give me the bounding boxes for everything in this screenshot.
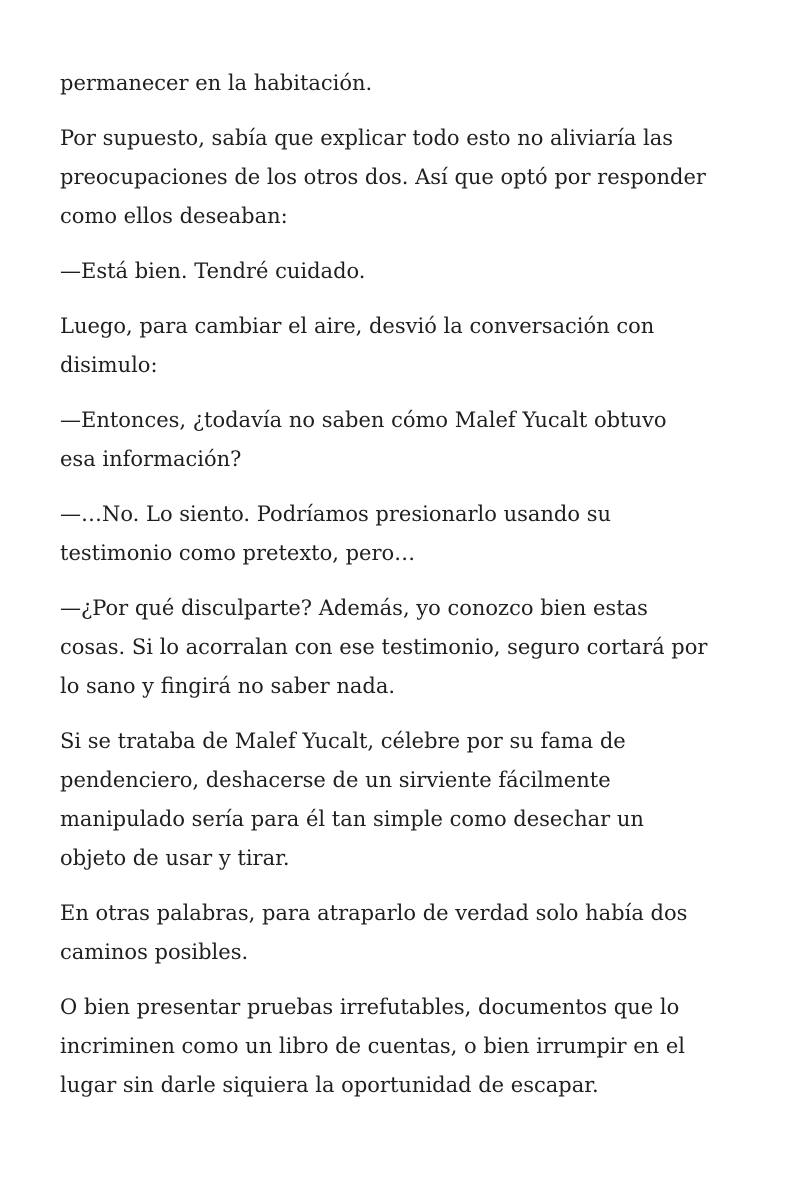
- paragraph: [60, 495, 760, 573]
- paragraph: [60, 64, 760, 103]
- text-line: esa información?: [60, 447, 242, 471]
- paragraph: [60, 119, 760, 236]
- reading-page: [60, 64, 760, 1121]
- paragraph: [60, 722, 760, 878]
- paragraph: [60, 401, 760, 479]
- text-line: caminos posibles.: [60, 940, 249, 964]
- paragraph: [60, 307, 760, 385]
- text-line: como ellos deseaban:: [60, 204, 288, 228]
- text-line: permanecer en la habitación.: [60, 71, 373, 95]
- text-line: —¿Por qué disculparte? Además, yo conozco bien estas: [60, 596, 648, 620]
- text-line: preocupaciones de los otros dos. Así que optó por responder: [60, 165, 706, 189]
- text-line: lo sano y fingirá no saber nada.: [60, 674, 396, 698]
- paragraph: [60, 252, 760, 291]
- text-line: Luego, para cambiar el aire, desvió la conversación con: [60, 314, 655, 338]
- text-line: disimulo:: [60, 353, 158, 377]
- text-line: Por supuesto, sabía que explicar todo esto no aliviaría las: [60, 126, 674, 150]
- text-line: lugar sin darle siquiera la oportunidad de escapar.: [60, 1073, 599, 1097]
- text-line: cosas. Si lo acorralan con ese testimonio, seguro cortará por: [60, 635, 708, 659]
- paragraph: [60, 988, 760, 1105]
- text-line: testimonio como pretexto, pero…: [60, 541, 416, 565]
- text-line: Si se trataba de Malef Yucalt, célebre por su fama de: [60, 729, 626, 753]
- text-line: objeto de usar y tirar.: [60, 846, 290, 870]
- paragraph: [60, 589, 760, 706]
- text-line: —Entonces, ¿todavía no saben cómo Malef Yucalt obtuvo: [60, 408, 667, 432]
- text-line: —…No. Lo siento. Podríamos presionarlo usando su: [60, 502, 611, 526]
- text-line: O bien presentar pruebas irrefutables, documentos que lo: [60, 995, 680, 1019]
- text-line: incriminen como un libro de cuentas, o bien irrumpir en el: [60, 1034, 685, 1058]
- text-line: —Está bien. Tendré cuidado.: [60, 259, 366, 283]
- text-line: En otras palabras, para atraparlo de verdad solo había dos: [60, 901, 688, 925]
- paragraph: [60, 894, 760, 972]
- text-line: pendenciero, deshacerse de un sirviente fácilmente: [60, 768, 611, 792]
- text-line: manipulado sería para él tan simple como desechar un: [60, 807, 644, 831]
